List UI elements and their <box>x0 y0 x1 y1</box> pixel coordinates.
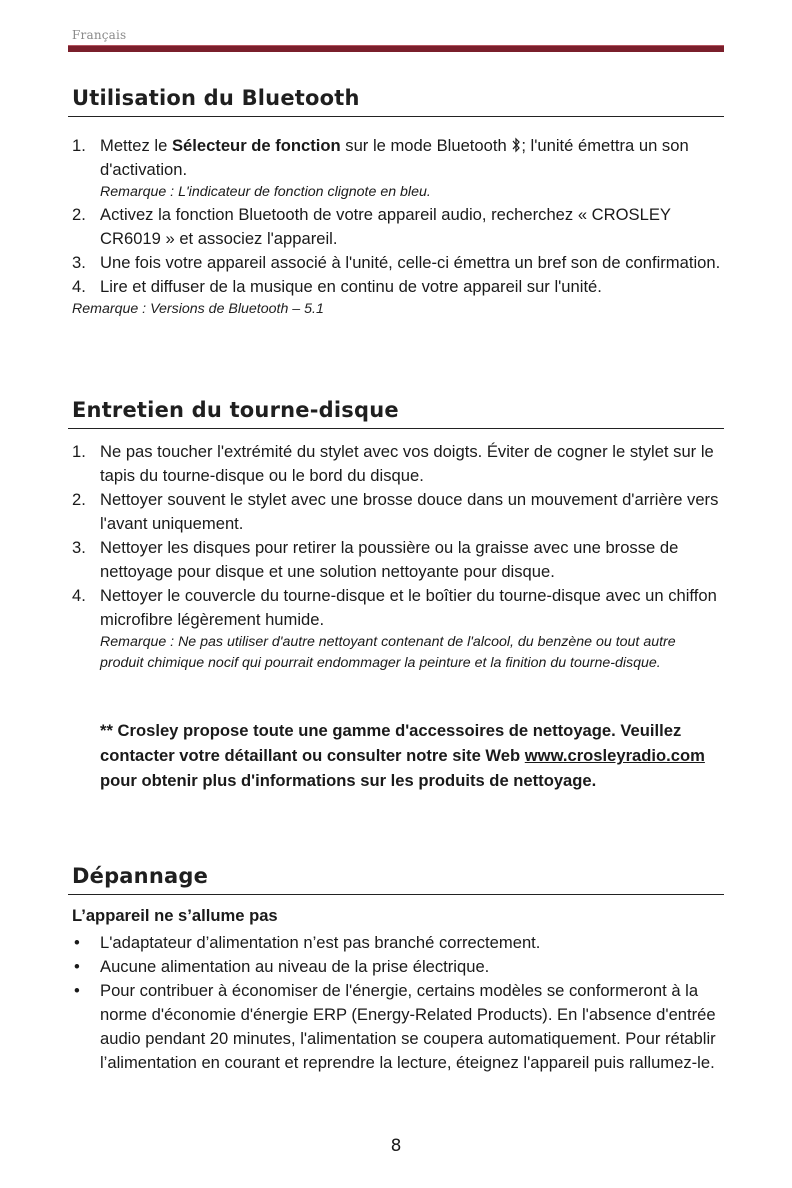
list-item <box>72 955 722 979</box>
step-text: Nettoyer souvent le stylet avec une brosse douce dans un mouvement d'arrière vers l'avant uniquement. <box>100 490 719 533</box>
note: Remarque : L'indicateur de fonction clignote en bleu. <box>100 184 431 200</box>
step-text: sur le mode Bluetooth <box>340 136 512 155</box>
step-number: 1. <box>72 442 86 461</box>
list-item <box>72 275 722 299</box>
section-title-troubleshooting: Dépannage <box>72 864 209 888</box>
step-number: 2. <box>72 490 86 509</box>
step-number: 1. <box>72 136 86 155</box>
bullet-text: Aucune alimentation au niveau de la prise électrique. <box>100 957 490 976</box>
promo-text: pour obtenir plus d'informations sur les produits de nettoyage. <box>100 771 597 790</box>
note: Remarque : Ne pas utiliser d'autre nettoyant contenant de l'alcool, du benzène ou tout autre produit chimique nocif qui pourrait endommager la peinture et la finition du tourne-disque. <box>100 634 676 671</box>
list-item <box>72 203 722 251</box>
troubleshooting-list <box>72 931 722 1075</box>
section-divider <box>68 894 724 895</box>
header-bar <box>68 45 724 52</box>
list-item <box>72 931 722 955</box>
step-text: Lire et diffuser de la musique en continu de votre appareil sur l'unité. <box>100 277 602 296</box>
step-text: Mettez le <box>100 136 172 155</box>
step-text: Nettoyer les disques pour retirer la poussière ou la graisse avec une brosse de nettoyage pour disque et une solution nettoyante pour disque. <box>100 538 679 581</box>
step-text: ; l'unité émettra un son d'activation. <box>100 136 689 179</box>
maintenance-steps <box>72 440 722 674</box>
section-title-bluetooth: Utilisation du Bluetooth <box>72 86 360 110</box>
bullet: • <box>74 933 80 952</box>
list-item <box>72 134 722 182</box>
bullet-text: L'adaptateur d’alimentation n’est pas branché correctement. <box>100 933 541 952</box>
step-text: Ne pas toucher l'extrémité du stylet avec vos doigts. Éviter de cogner le stylet sur le tapis du tourne-disque ou le bord du disque. <box>100 442 714 485</box>
step-text: Une fois votre appareil associé à l'unité, celle-ci émettra un bref son de confirmation. <box>100 253 721 272</box>
section-divider <box>68 116 724 117</box>
language-label: Français <box>72 28 127 42</box>
website-link[interactable]: www.crosleyradio.com <box>524 746 705 765</box>
list-item <box>72 488 722 536</box>
step-text: Nettoyer le couvercle du tourne-disque et le boîtier du tourne-disque avec un chiffon microfibre légèrement humide. <box>100 586 717 629</box>
section-title-maintenance: Entretien du tourne-disque <box>72 398 399 422</box>
list-item <box>72 979 722 1075</box>
bullet: • <box>74 957 80 976</box>
bluetooth-icon <box>511 137 521 153</box>
step-number: 3. <box>72 253 86 272</box>
list-item <box>72 584 722 632</box>
bullet: • <box>74 981 80 1000</box>
step-number: 2. <box>72 205 86 224</box>
function-selector-term: Sélecteur de fonction <box>171 136 341 155</box>
page-number: 8 <box>390 1136 402 1156</box>
list-item <box>72 536 722 584</box>
section-divider <box>68 428 724 429</box>
step-number: 4. <box>72 277 86 296</box>
list-item <box>72 251 722 275</box>
step-number: 3. <box>72 538 86 557</box>
step-text: Activez la fonction Bluetooth de votre appareil audio, recherchez « CROSLEY CR6019 » et associez l'appareil. <box>100 205 671 248</box>
cleaning-accessories-notice <box>100 718 725 793</box>
bullet-text: Pour contribuer à économiser de l'énergie, certains modèles se conformeront à la norme d'économie d'énergie ERP (Energy-Related Products). En l'absence d'entrée audio pendant 20 minutes, l'alimentation se coupera automatiquement. Pour rétablir l’alimentation en courant et reprendre la lecture, éteignez l'appareil puis rallumez-le. <box>100 981 716 1072</box>
bluetooth-steps <box>72 134 722 320</box>
bluetooth-version-note: Remarque : Versions de Bluetooth – 5.1 <box>72 301 324 317</box>
step-number: 4. <box>72 586 86 605</box>
list-item <box>72 440 722 488</box>
issue-heading: L’appareil ne s’allume pas <box>72 906 278 925</box>
promo-text: ** Crosley propose toute une gamme d'accessoires de nettoyage. Veuillez contacter votre détaillant ou consulter notre site Web <box>100 721 682 765</box>
